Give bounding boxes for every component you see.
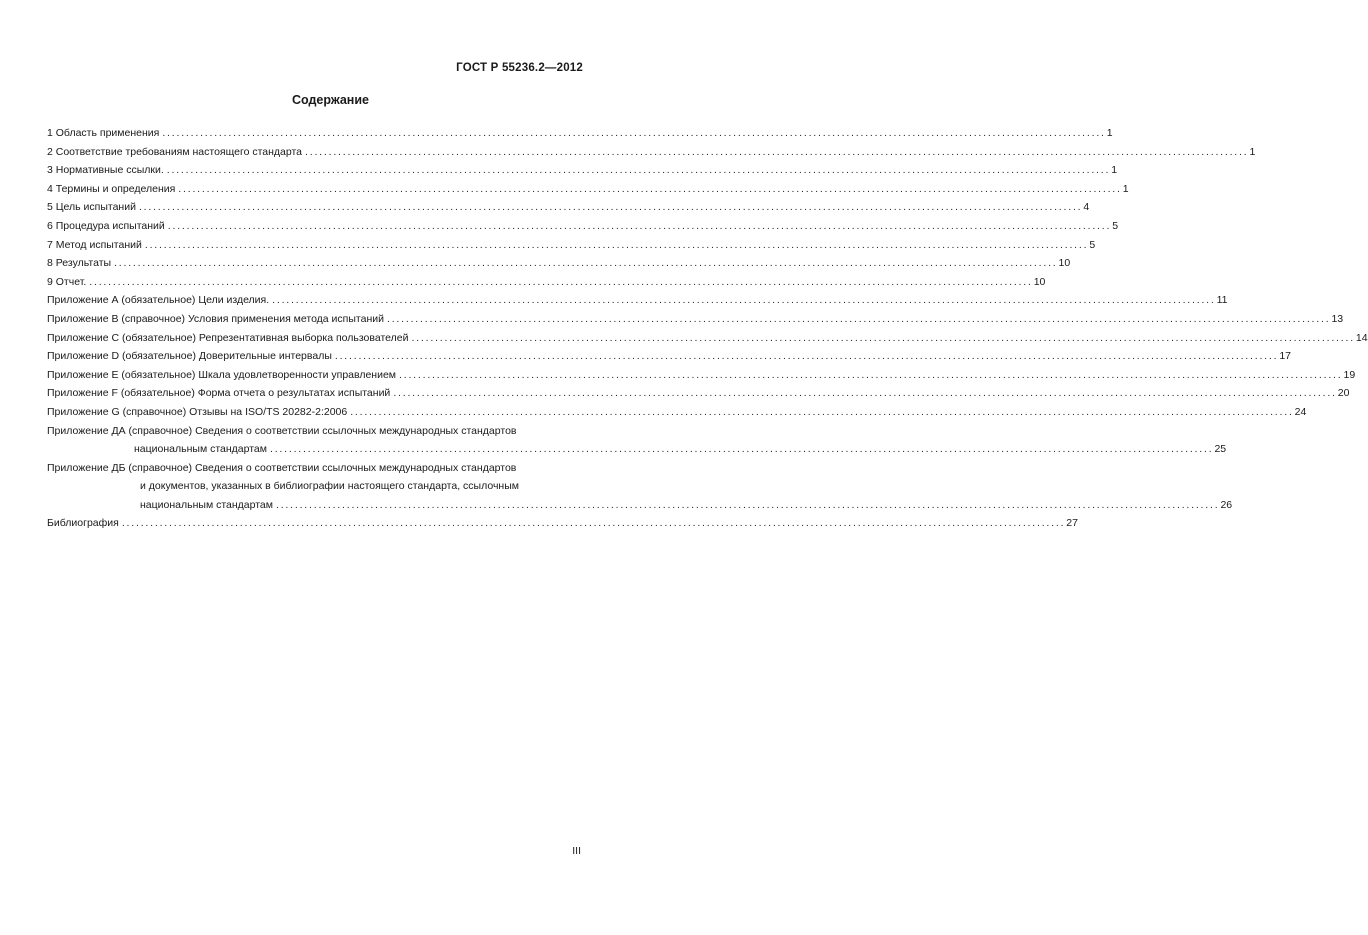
toc-entry[interactable]: Приложение ДА (справочное) Сведения о соответствии ссылочных международных стандартов национальным стандартам ........................................................................................................................................................................................................ 25: [47, 422, 583, 459]
toc-entry-page: 5: [1112, 219, 1119, 232]
toc-entry-page: 25: [1214, 443, 1227, 456]
toc-entry-title: Приложение F (обязательное) Форма отчета о результатах испытаний: [47, 387, 391, 400]
toc-entry[interactable]: 8 Результаты ........................................................................................................................................................................................................ 10: [47, 254, 583, 273]
toc-entry-page: 1: [1106, 127, 1113, 139]
toc-entry-page: 17: [1279, 350, 1292, 363]
toc-entry[interactable]: Приложение Е (обязательное) Шкала удовлетворенности управлением ........................................................................................................................................................................................................ 19: [47, 366, 583, 385]
toc-entry-page: 13: [1331, 312, 1344, 325]
toc-entry[interactable]: Приложение G (справочное) Отзывы на ISO/TS 20282-2:2006 ........................................................................................................................................................................................................ 24: [47, 403, 583, 422]
toc-entry-title-continued: и документов, указанных в библиографии настоящего стандарта, ссылочным: [140, 480, 519, 493]
toc-entry-title: 1 Область применения: [47, 127, 160, 139]
toc-entry-page: 10: [1033, 275, 1046, 288]
toc-entry-title: 3 Нормативные ссылки.: [47, 164, 164, 177]
toc-entry-page: 27: [1066, 517, 1078, 530]
toc-entry[interactable]: Приложение D (обязательное) Доверительные интервалы ........................................................................................................................................................................................................ 17: [47, 347, 583, 366]
toc-entry[interactable]: Приложение В (справочное) Условия применения метода испытаний ........................................................................................................................................................................................................ 13: [47, 310, 583, 329]
toc-entry-page: 19: [1343, 368, 1356, 381]
toc-entry-title: Приложение С (обязательное) Репрезентативная выборка пользователей: [47, 331, 409, 344]
toc-entry[interactable]: Приложение ДБ (справочное) Сведения о соответствии ссылочных международных стандартов и документов, указанных в библиографии настоящего стандарта, ссылочным национальным стандартам ........................................................................................................................................................................................................ 26: [47, 459, 583, 515]
document-code: ГОСТ Р 55236.2—2012: [456, 62, 583, 74]
toc-entry[interactable]: Библиография ........................................................................................................................................................................................................ 27: [47, 514, 583, 533]
toc-entry[interactable]: 6 Процедура испытаний ........................................................................................................................................................................................................ 5: [47, 217, 583, 236]
toc-entry[interactable]: Приложение F (обязательное) Форма отчета о результатах испытаний ........................................................................................................................................................................................................ 20: [47, 384, 583, 403]
toc-entry-title: Приложение ДБ (справочное) Сведения о соответствии ссылочных международных стандартов: [47, 461, 517, 474]
toc-entry[interactable]: Приложение А (обязательное) Цели изделия. ........................................................................................................................................................................................................ 11: [47, 291, 583, 310]
toc-entry-page: 26: [1220, 498, 1233, 511]
toc-entry-title: 9 Отчет.: [47, 275, 87, 288]
toc-entry[interactable]: 4 Термины и определения ........................................................................................................................................................................................................ 1: [47, 180, 583, 199]
toc-entry-page: 5: [1089, 238, 1096, 251]
toc-entry[interactable]: Приложение С (обязательное) Репрезентативная выборка пользователей ........................................................................................................................................................................................................ 14: [47, 329, 583, 348]
toc-entry-title: Приложение В (справочное) Условия применения метода испытаний: [47, 312, 384, 325]
toc-entry[interactable]: 1 Область применения ........................................................................................................................................................................................................ 1: [47, 124, 583, 143]
toc-entry[interactable]: 9 Отчет. ........................................................................................................................................................................................................ 10: [47, 273, 583, 292]
toc-entry-page: 1: [1122, 182, 1129, 195]
toc-entry-title: Приложение D (обязательное) Доверительные интервалы: [47, 350, 332, 363]
toc-entry[interactable]: 7 Метод испытаний ........................................................................................................................................................................................................ 5: [47, 236, 583, 255]
toc-entry[interactable]: 5 Цель испытаний ........................................................................................................................................................................................................ 4: [47, 198, 583, 217]
toc-entry-title: 2 Соответствие требованиям настоящего стандарта: [47, 145, 303, 158]
toc-entry-page: 1: [1249, 145, 1256, 158]
toc-entry-title-continued: национальным стандартам: [134, 443, 267, 456]
toc-entry-title: 4 Термины и определения: [47, 182, 176, 195]
toc-entry-title: Приложение А (обязательное) Цели изделия.: [47, 294, 270, 307]
toc-entry[interactable]: 2 Соответствие требованиям настоящего стандарта ........................................................................................................................................................................................................ 1: [47, 143, 583, 162]
toc-entry-title: 6 Процедура испытаний: [47, 219, 165, 232]
toc-entry-page: 24: [1294, 405, 1307, 418]
toc-entry-title: 7 Метод испытаний: [47, 238, 142, 251]
toc-entry-page: 4: [1083, 201, 1090, 214]
toc-entry-page: 1: [1111, 164, 1118, 177]
toc-entry-page: 20: [1337, 387, 1350, 400]
toc-entry-page: 14: [1355, 331, 1368, 344]
toc-entry-title: 5 Цель испытаний: [47, 201, 136, 214]
toc-entry-title: Приложение G (справочное) Отзывы на ISO/TS 20282-2:2006: [47, 405, 348, 418]
toc-entry-title-continued: национальным стандартам: [140, 498, 273, 511]
toc-entry-title: 8 Результаты: [47, 257, 112, 270]
toc-entry-title: Приложение Е (обязательное) Шкала удовлетворенности управлением: [47, 368, 397, 381]
table-of-contents: [47, 124, 1368, 533]
toc-entry-title: Приложение ДА (справочное) Сведения о соответствии ссылочных международных стандартов: [47, 424, 517, 437]
toc-entry-title: Библиография: [47, 517, 119, 530]
page-number: III: [572, 845, 581, 857]
toc-entry[interactable]: 3 Нормативные ссылки. ........................................................................................................................................................................................................ 1: [47, 161, 583, 180]
toc-entry-page: 11: [1216, 294, 1228, 307]
toc-title: Содержание: [291, 93, 369, 107]
toc-entry-page: 10: [1058, 257, 1071, 270]
